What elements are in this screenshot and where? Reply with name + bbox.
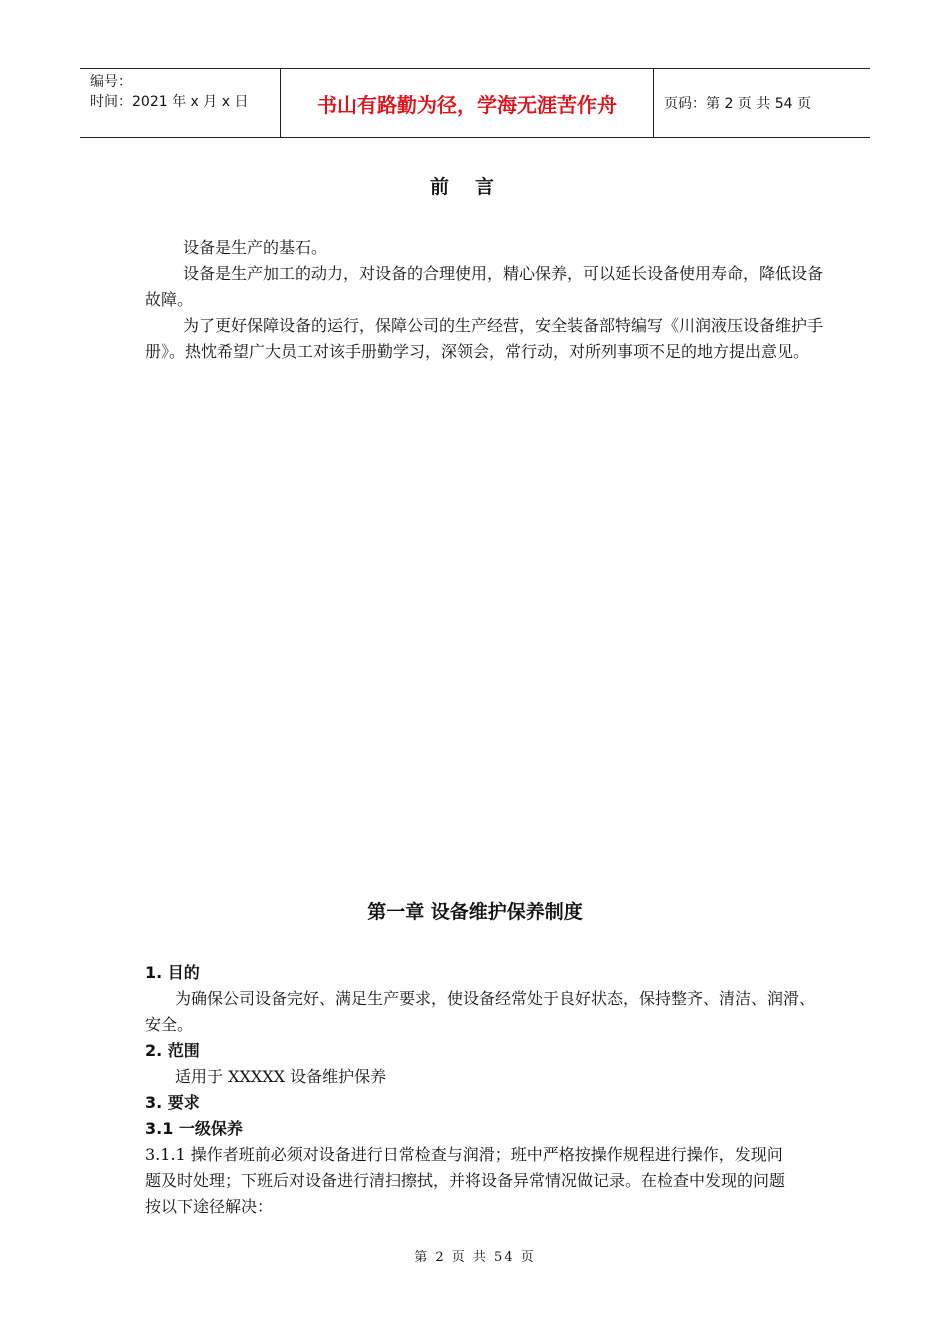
document-date: 时间：2021 年 x 月 x 日 xyxy=(90,94,249,110)
chapter-title: 第一章 设备维护保养制度 xyxy=(367,901,583,923)
header-motto: 书山有路勤为径，学海无涯苦作舟 xyxy=(281,69,654,137)
header-meta-cell xyxy=(80,69,281,137)
preface-paragraph: 设备是生产加工的动力，对设备的合理使用，精心保养，可以延长设备使用寿命，降低设备故障。 xyxy=(145,264,824,309)
section-text-purpose: 为确保公司设备完好、满足生产要求，使设备经常处于良好状态，保持整齐、清洁、润滑、安全。 xyxy=(145,989,816,1034)
document-header xyxy=(80,68,870,138)
section-heading-purpose: 1. 目的 xyxy=(145,963,200,982)
subsection-heading-level-one: 3.1 一级保养 xyxy=(145,1119,243,1138)
preface-paragraph: 设备是生产的基石。 xyxy=(183,238,328,257)
section-text-scope: 适用于 XXXXX 设备维护保养 xyxy=(175,1067,387,1086)
header-page-info: 页码：第 2 页 共 54 页 xyxy=(664,96,811,112)
subsection-text-3-1-1: 3.1.1 操作者班前必须对设备进行日常检查与润滑；班中严格按操作规程进行操作，发现问题及时处理；下班后对设备进行清扫擦拭，并将设备异常情况做记录。在检查中发现的问题按以下途径解决： xyxy=(145,1145,786,1216)
page-footer: 第 2 页 共 54 页 xyxy=(414,1250,536,1265)
preface-body xyxy=(145,235,825,365)
document-number-label: 编号： xyxy=(90,74,132,90)
preface-paragraph: 为了更好保障设备的运行，保障公司的生产经营，安全装备部特编写《川润液压设备维护手册》。热忱希望广大员工对该手册勤学习，深领会，常行动，对所列事项不足的地方提出意见。 xyxy=(145,316,824,361)
chapter-body xyxy=(145,960,825,1220)
preface-title: 前言 xyxy=(429,176,520,198)
section-heading-requirements: 3. 要求 xyxy=(145,1093,200,1112)
section-heading-scope: 2. 范围 xyxy=(145,1041,200,1060)
